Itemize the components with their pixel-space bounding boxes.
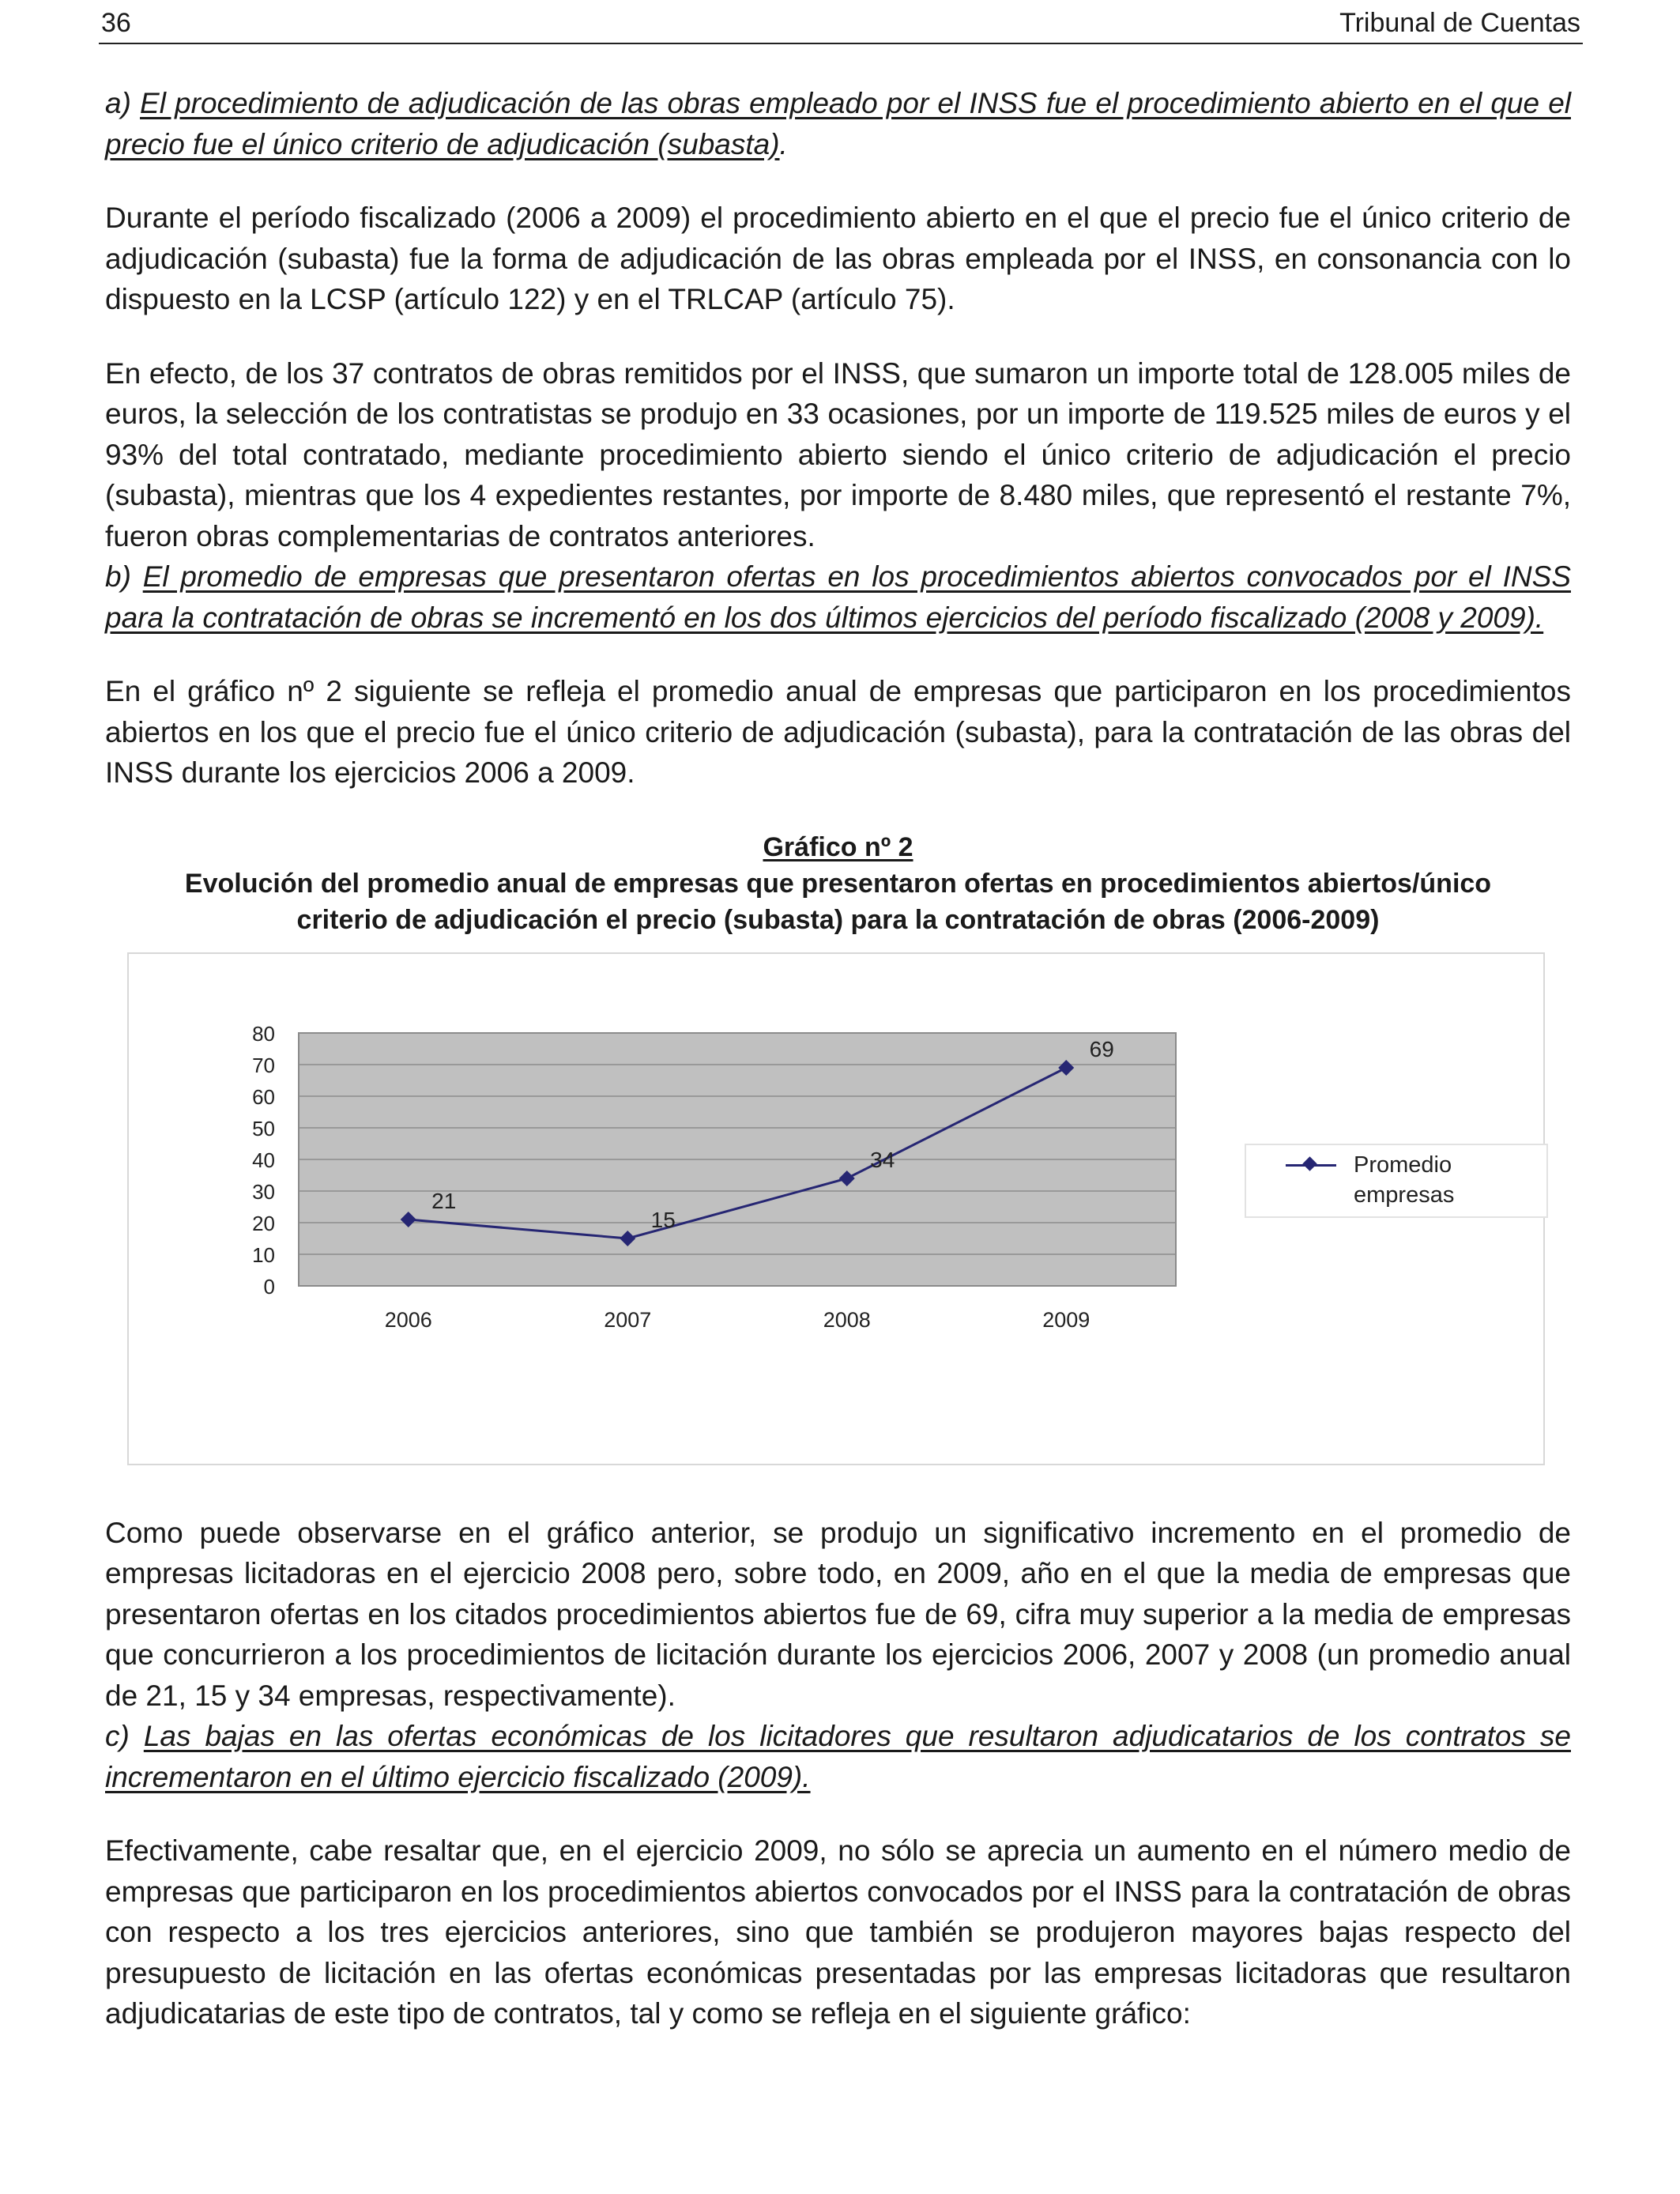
section-a-prefix: a): [105, 87, 141, 119]
paragraph-4: Como puede observarse en el gráfico anterior, se produjo un significativo incremento en el promedio de empresas licitadoras en el ejercicio 2008 pero, sobre todo, en 2009, año en el que la media de empresas que presentaron ofertas en los citados procedimientos abiertos fue de 69, cifra muy superior a la media de empresas que concurrieron a los procedimientos de licitación durante los ejercicios 2006, 2007 y 2008 (un promedio anual de 21, 15 y 34 empresas, respectivamente).: [105, 1516, 1571, 1712]
y-tick-label-80: 80: [252, 1021, 275, 1046]
x-tick-label-2008: 2008: [823, 1307, 871, 1332]
chart-number: Gráfico nº 2: [763, 831, 913, 862]
y-tick-label-0: 0: [263, 1274, 275, 1299]
section-c-heading: [105, 1716, 1571, 1797]
section-c-title: Las bajas en las ofertas económicas de los licitadores que resultaron adjudicatarios de los contratos se incrementaron en el último ejercicio fiscalizado (2009).: [105, 1720, 1571, 1793]
legend-label-line-1: Promedio: [1354, 1152, 1452, 1178]
x-tick-label-2009: 2009: [1042, 1307, 1090, 1332]
section-a-suffix: .: [779, 127, 788, 160]
line-chart: [127, 952, 1545, 1465]
section-b-title: El promedio de empresas que presentaron ofertas en los procedimientos abiertos convocados por el INSS para la contratación de obras se incrementó en los dos últimos ejercicios del período fiscalizado (2008 y 2009).: [105, 560, 1571, 634]
x-tick-label-2006: 2006: [384, 1307, 432, 1332]
paragraph-3: En el gráfico nº 2 siguiente se refleja el promedio anual de empresas que participaron en los procedimientos abiertos en los que el precio fue el único criterio de adjudicación (subasta), para la contratación de las obras del INSS durante los ejercicios 2006 a 2009.: [105, 675, 1571, 789]
y-tick-label-10: 10: [252, 1242, 275, 1267]
data-label-2007: 15: [650, 1207, 676, 1232]
chart-caption-line-2: criterio de adjudicación el precio (subasta) para la contratación de obras (2006-2009): [296, 904, 1380, 935]
data-label-2009: 69: [1089, 1036, 1114, 1061]
data-label-2006: 21: [431, 1188, 457, 1213]
paragraph-1: Durante el período fiscalizado (2006 a 2009) el procedimiento abierto en el que el precio fue el único criterio de adjudicación (subasta) fue la forma de adjudicación de las obras empleada por el INSS, en consonancia con lo dispuesto en la LCSP (artículo 122) y en el TRLCAP (artículo 75).: [105, 202, 1571, 315]
y-tick-label-60: 60: [252, 1084, 275, 1109]
y-tick-label-50: 50: [252, 1116, 275, 1140]
paragraph-2: En efecto, de los 37 contratos de obras remitidos por el INSS, que sumaron un importe total de 128.005 miles de euros, la selección de los contratistas se produjo en 33 ocasiones, por un importe de 119.525 miles de euros y el 93% del total contratado, mediante procedimiento abierto siendo el único criterio de adjudicación el precio (subasta), mientras que los 4 expedientes restantes, por importe de 8.480 miles, que representó el restante 7%, fueron obras complementarias de contratos anteriores.: [105, 356, 1571, 552]
legend-label-line-2: empresas: [1354, 1182, 1455, 1208]
chart-caption: [105, 829, 1571, 938]
y-tick-label-70: 70: [252, 1053, 275, 1077]
section-c-prefix: c): [105, 1720, 144, 1752]
x-tick-label-2007: 2007: [604, 1307, 652, 1332]
y-tick-label-40: 40: [252, 1148, 275, 1172]
section-b-prefix: b): [105, 560, 143, 593]
section-b-heading: [105, 556, 1571, 638]
section-a-heading: [105, 83, 1571, 164]
paragraph-5: Efectivamente, cabe resaltar que, en el ejercicio 2009, no sólo se aprecia un aumento en el número medio de empresas que participaron en los procedimientos abiertos convocados por el INSS para la contratación de obras con respecto a los tres ejercicios anteriores, sino que también se produjeron mayores bajas respecto del presupuesto de licitación en las ofertas económicas presentadas por las empresas licitadoras que resultaron adjudicatarias de este tipo de contratos, tal y como se refleja en el siguiente gráfico:: [105, 1834, 1571, 2030]
data-label-2008: 34: [870, 1147, 895, 1172]
page-header: [99, 6, 1583, 44]
legend-label: [1354, 1150, 1512, 1210]
document-body: [105, 83, 1571, 2034]
section-a-title: El procedimiento de adjudicación de las obras empleado por el INSS fue el procedimiento abierto en el que el precio fue el único criterio de adjudicación (subasta): [105, 87, 1571, 160]
chart-legend: [1245, 1144, 1548, 1218]
chart-caption-line-1: Evolución del promedio anual de empresas que presentaron ofertas en procedimientos abiertos/único: [184, 868, 1492, 899]
page-number: 36: [101, 8, 131, 38]
header-organization: Tribunal de Cuentas: [1339, 8, 1580, 38]
legend-marker: [1302, 1156, 1317, 1171]
y-tick-label-20: 20: [252, 1211, 275, 1235]
y-tick-label-30: 30: [252, 1179, 275, 1204]
